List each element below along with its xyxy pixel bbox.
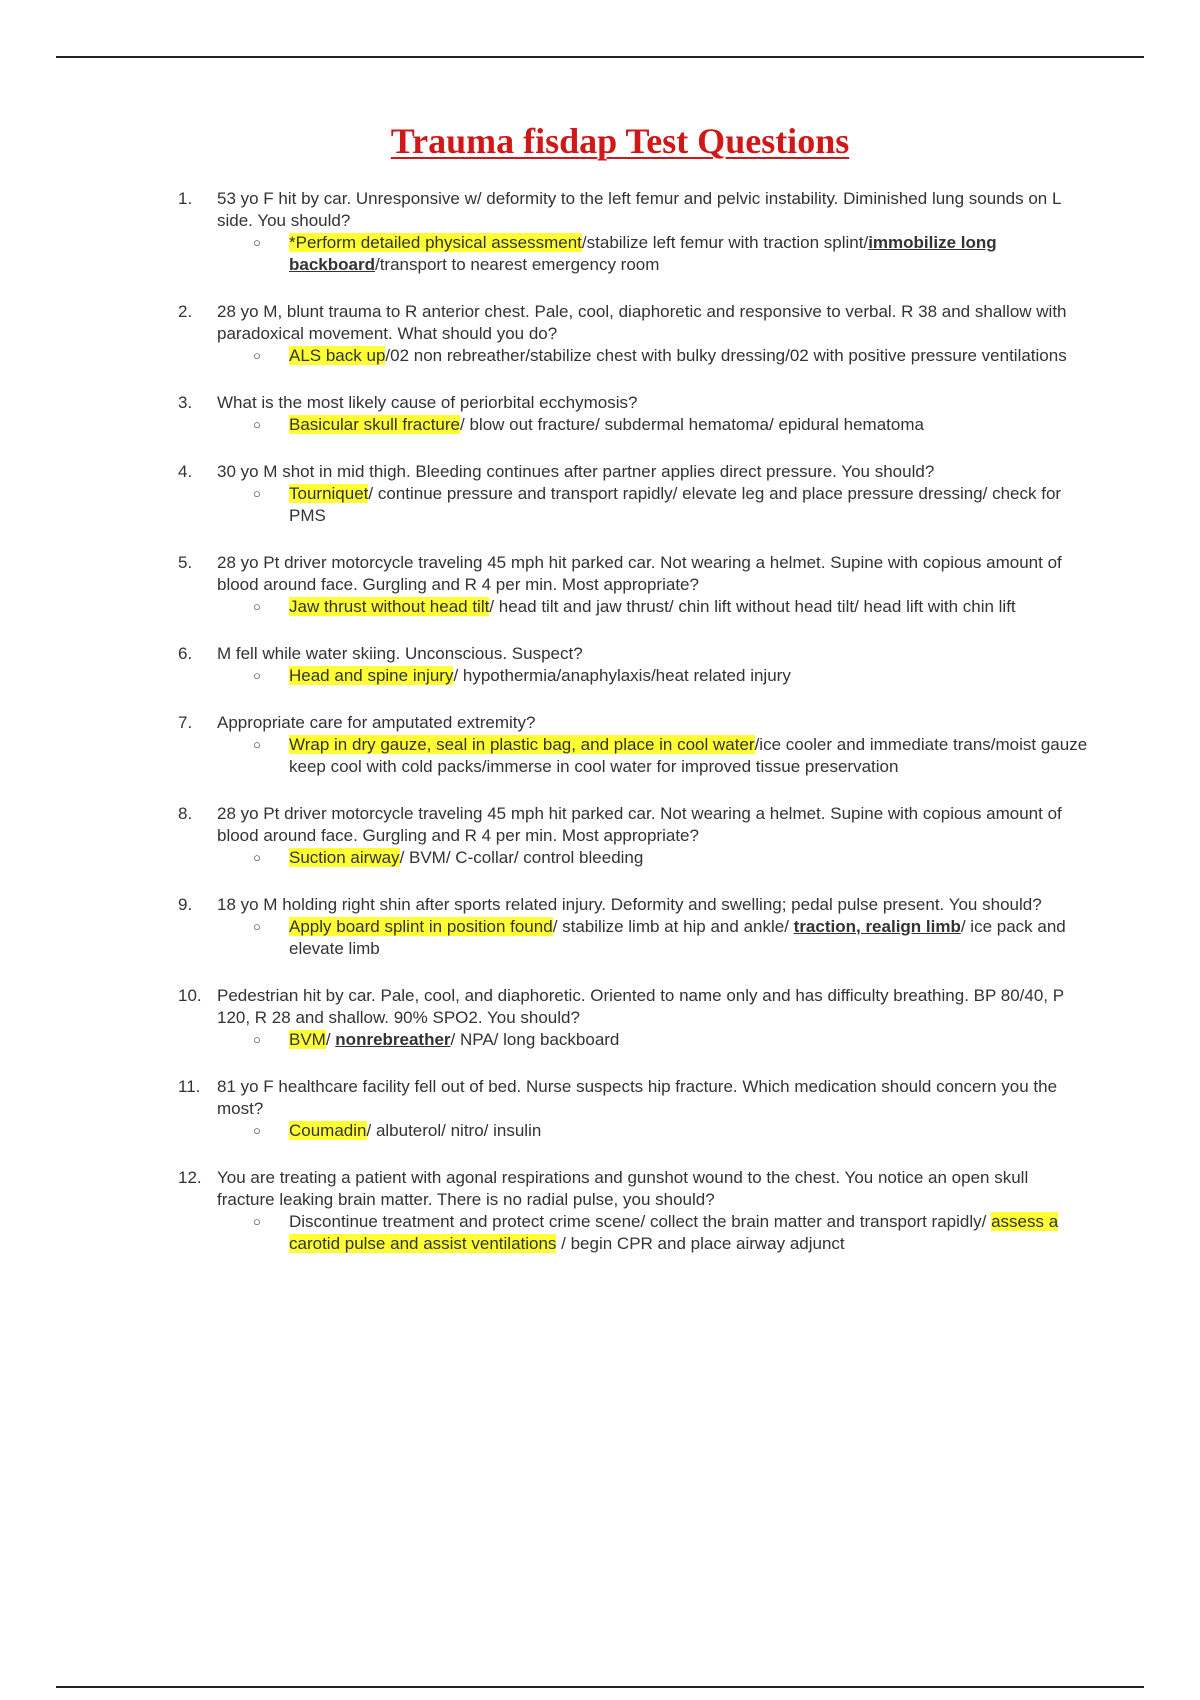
answer-options	[0, 232, 1200, 276]
answer-options	[0, 1029, 1200, 1051]
answer-options	[0, 1211, 1200, 1255]
highlighted-correct-answer: ALS back up	[289, 346, 386, 365]
answer-text	[289, 483, 1089, 527]
answer-options	[0, 414, 1200, 436]
question-text: Pedestrian hit by car. Pale, cool, and diaphoretic. Oriented to name only and has difficulty breathing. BP 80/40, P 120, R 28 and shallow. 90% SPO2. You should?	[217, 986, 1064, 1027]
answer-options	[0, 483, 1200, 527]
answer-segment: / begin CPR and place airway adjunct	[556, 1234, 845, 1253]
question-list	[0, 188, 1200, 1280]
highlighted-correct-answer: BVM	[289, 1030, 326, 1049]
bullet-circle-icon: ○	[253, 417, 261, 432]
highlighted-correct-answer: Coumadin	[289, 1121, 367, 1140]
answer-segment: /transport to nearest emergency room	[374, 255, 660, 274]
answer-options	[0, 1120, 1200, 1142]
question-text: 18 yo M holding right shin after sports related injury. Deformity and swelling; pedal pulse present. You should?	[217, 895, 1042, 914]
question-text: 28 yo Pt driver motorcycle traveling 45 mph hit parked car. Not wearing a helmet. Supine with copious amount of blood around face. Gurgling and R 4 per min. Most appropriate?	[217, 553, 1062, 594]
question-item	[0, 712, 1200, 778]
bullet-circle-icon: ○	[253, 235, 261, 250]
answer-options	[0, 734, 1200, 778]
answer-segment: /02 non rebreather/stabilize chest with bulky dressing/02 with positive pressure ventilations	[385, 346, 1067, 365]
underlined-answer: traction, realign limb	[793, 917, 961, 936]
answer-segment: / stabilize limb at hip and ankle/	[552, 917, 794, 936]
answer-options	[0, 665, 1200, 687]
answer-text	[289, 232, 1089, 276]
underlined-answer: immobilize long backboard	[289, 233, 997, 274]
bullet-circle-icon: ○	[253, 668, 261, 683]
question-text: Appropriate care for amputated extremity?	[217, 713, 536, 732]
bullet-circle-icon: ○	[253, 348, 261, 363]
bullet-circle-icon: ○	[253, 1214, 261, 1229]
answer-segment: /	[325, 1030, 336, 1049]
highlighted-correct-answer: Suction airway	[289, 848, 400, 867]
highlighted-correct-answer: Tourniquet	[289, 484, 369, 503]
question-number: 9.	[178, 895, 193, 914]
bottom-rule	[56, 1686, 1144, 1688]
highlighted-correct-answer: Head and spine injury	[289, 666, 454, 685]
answer-text	[289, 1211, 1089, 1255]
answer-segment: / hypothermia/anaphylaxis/heat related injury	[453, 666, 791, 685]
bullet-circle-icon: ○	[253, 1123, 261, 1138]
answer-segment: / continue pressure and transport rapidly/ elevate leg and place pressure dressing/ check for PMS	[289, 484, 1062, 525]
question-number: 12.	[178, 1168, 202, 1187]
question-text: 28 yo Pt driver motorcycle traveling 45 mph hit parked car. Not wearing a helmet. Supine with copious amount of blood around face. Gurgling and R 4 per min. Most appropriate?	[217, 804, 1062, 845]
highlighted-correct-answer: Wrap in dry gauze, seal in plastic bag, and place in cool water	[289, 735, 755, 754]
answer-options	[0, 596, 1200, 618]
bullet-circle-icon: ○	[253, 737, 261, 752]
question-item	[0, 392, 1200, 436]
answer-segment: / head tilt and jaw thrust/ chin lift without head tilt/ head lift with chin lift	[489, 597, 1016, 616]
highlighted-correct-answer: Jaw thrust without head tilt	[289, 597, 490, 616]
question-item	[0, 1076, 1200, 1142]
highlighted-correct-answer: assess a carotid pulse and assist ventilations	[289, 1212, 1059, 1253]
answer-text	[289, 596, 1089, 618]
highlighted-correct-answer: Basicular skull fracture	[289, 415, 461, 434]
answer-text	[289, 345, 1089, 367]
page-title: Trauma fisdap Test Questions	[390, 121, 850, 161]
question-number: 6.	[178, 644, 193, 663]
bullet-circle-icon: ○	[253, 919, 261, 934]
answer-segment: / albuterol/ nitro/ insulin	[366, 1121, 542, 1140]
question-text: 81 yo F healthcare facility fell out of bed. Nurse suspects hip fracture. Which medication should concern you the most?	[217, 1077, 1058, 1118]
question-item	[0, 985, 1200, 1051]
question-text: M fell while water skiing. Unconscious. Suspect?	[217, 644, 583, 663]
question-item	[0, 894, 1200, 960]
question-text: You are treating a patient with agonal respirations and gunshot wound to the chest. You notice an open skull fracture leaking brain matter. There is no radial pulse, you should?	[217, 1168, 1029, 1209]
answer-segment: / blow out fracture/ subdermal hematoma/ epidural hematoma	[460, 415, 924, 434]
question-number: 4.	[178, 462, 193, 481]
answer-segment: /stabilize left femur with traction splint/	[581, 233, 869, 252]
answer-segment: / NPA/ long backboard	[450, 1030, 620, 1049]
bullet-circle-icon: ○	[253, 486, 261, 501]
question-text: 30 yo M shot in mid thigh. Bleeding continues after partner applies direct pressure. You should?	[217, 462, 935, 481]
question-item	[0, 552, 1200, 618]
answer-text	[289, 1120, 1089, 1142]
highlighted-correct-answer: *Perform detailed physical assessment	[289, 233, 582, 252]
question-number: 5.	[178, 553, 193, 572]
bullet-circle-icon: ○	[253, 1032, 261, 1047]
answer-text	[289, 847, 1089, 869]
question-text: 28 yo M, blunt trauma to R anterior chest. Pale, cool, diaphoretic and responsive to verbal. R 38 and shallow with paradoxical movement. What should you do?	[217, 302, 1067, 343]
question-item	[0, 643, 1200, 687]
question-number: 10.	[178, 986, 202, 1005]
answer-segment: / ice pack and elevate limb	[289, 917, 1066, 958]
answer-text	[289, 734, 1089, 778]
answer-options	[0, 916, 1200, 960]
answer-segment: /ice cooler and immediate trans/moist gauze keep cool with cold packs/immerse in cool water for improved tissue preservation	[289, 735, 1088, 776]
question-item	[0, 301, 1200, 367]
question-number: 8.	[178, 804, 193, 823]
question-text: What is the most likely cause of periorbital ecchymosis?	[217, 393, 638, 412]
underlined-answer: nonrebreather	[335, 1030, 451, 1049]
highlighted-correct-answer: Apply board splint in position found	[289, 917, 553, 936]
answer-text	[289, 916, 1089, 960]
question-item	[0, 1167, 1200, 1255]
answer-text	[289, 414, 1089, 436]
answer-segment: Discontinue treatment and protect crime scene/ collect the brain matter and transport rapidly/	[289, 1212, 992, 1231]
bullet-circle-icon: ○	[253, 599, 261, 614]
answer-text	[289, 1029, 1089, 1051]
question-item	[0, 803, 1200, 869]
question-item	[0, 188, 1200, 276]
question-number: 11.	[178, 1077, 201, 1096]
answer-options	[0, 847, 1200, 869]
question-text: 53 yo F hit by car. Unresponsive w/ deformity to the left femur and pelvic instability. Diminished lung sounds on L side. You should?	[217, 189, 1061, 230]
question-number: 2.	[178, 302, 193, 321]
question-item	[0, 461, 1200, 527]
answer-options	[0, 345, 1200, 367]
bullet-circle-icon: ○	[253, 850, 261, 865]
answer-text	[289, 665, 1089, 687]
answer-segment: / BVM/ C-collar/ control bleeding	[399, 848, 644, 867]
question-number: 3.	[178, 393, 193, 412]
question-number: 7.	[178, 713, 193, 732]
top-rule	[56, 56, 1144, 58]
question-number: 1.	[178, 189, 193, 208]
